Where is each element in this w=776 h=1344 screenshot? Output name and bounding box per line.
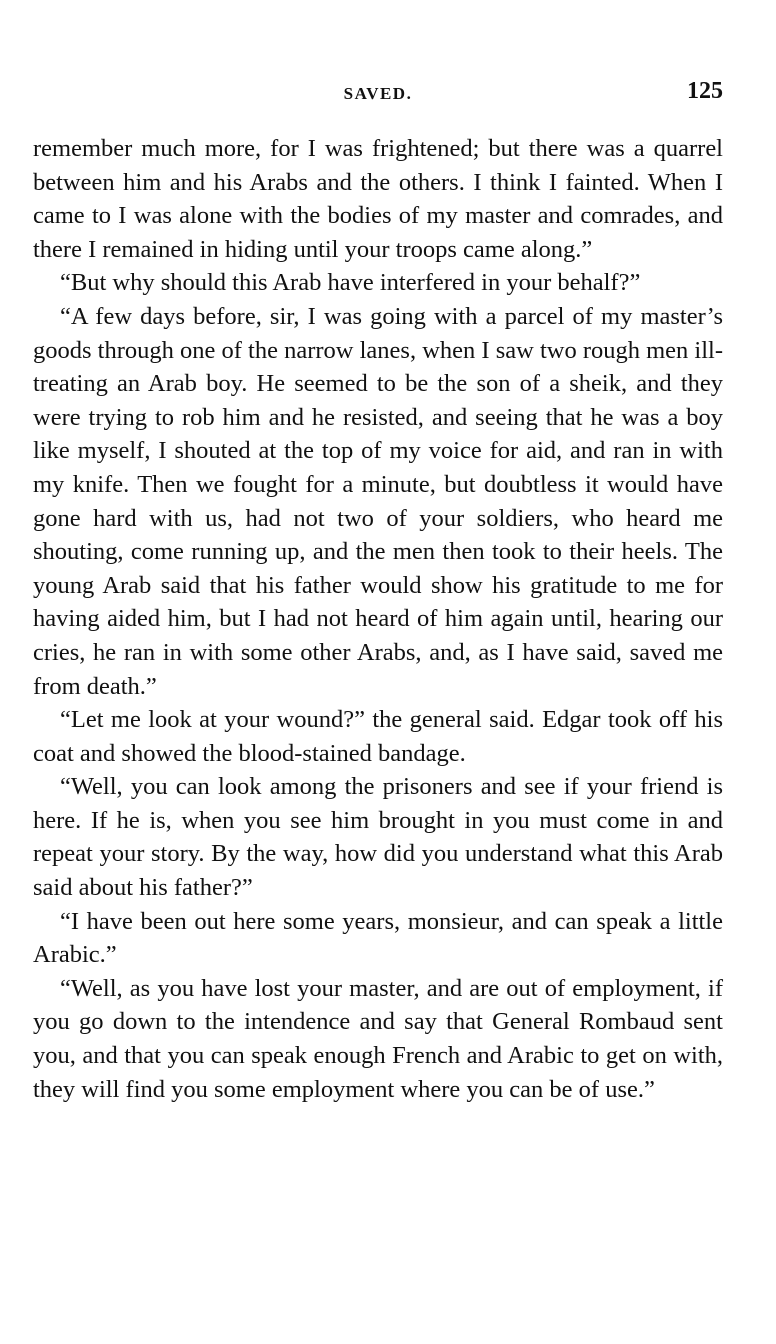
running-head: SAVED. [343, 84, 413, 103]
page-number: 125 [687, 78, 723, 104]
paragraph: “I have been out here some years, monsieur, and can speak a little Arabic.” [33, 907, 723, 969]
paragraph: “But why should this Arab have interfered in your behalf?” [60, 269, 641, 297]
paragraph: “Let me look at your wound?” the general said. Edgar took off his coat and showed the blood-stained bandage. [33, 706, 723, 767]
paragraph: “Well, you can look among the prisoners and see if your friend is here. If he is, when you see him brought in you must come in and repeat your story. By the way, how did you understand what this Arab said about his father?” [33, 773, 723, 902]
book-page [33, 78, 723, 1106]
paragraph: “A few days before, sir, I was going with a parcel of my master’s goods through one of the narrow lanes, when I saw two rough men ill-treating an Arab boy. He seemed to be the son of a sheik, and they were trying to rob him and he resisted, and seeing that he was a boy like myself, I shouted at the top of my voice for aid, and ran in with my knife. Then we fought for a minute, but doubtless it would have gone hard with us, had not two of your soldiers, who heard me shouting, come running up, and the men then took to their heels. The young Arab said that his father would show his gratitude to me for having aided him, but I had not heard of him again until, hearing our cries, he ran in with some other Arabs, and, as I have said, saved me from death.” [33, 302, 723, 700]
paragraph: “Well, as you have lost your master, and are out of employment, if you go down to the intendence and say that General Rombaud sent you, and that you can speak enough French and Arabic to get on with, they will find you some employment where you can be of use.” [33, 974, 723, 1103]
paragraph-continuation: remember much more, for I was frightened; but there was a quarrel between him and his Arabs and the others. I think I fainted. When I came to I was alone with the bodies of my master and comrades, and there I remained in hiding until your troops came along.” [33, 135, 723, 263]
page-header [33, 78, 723, 118]
body-text [33, 132, 723, 1106]
